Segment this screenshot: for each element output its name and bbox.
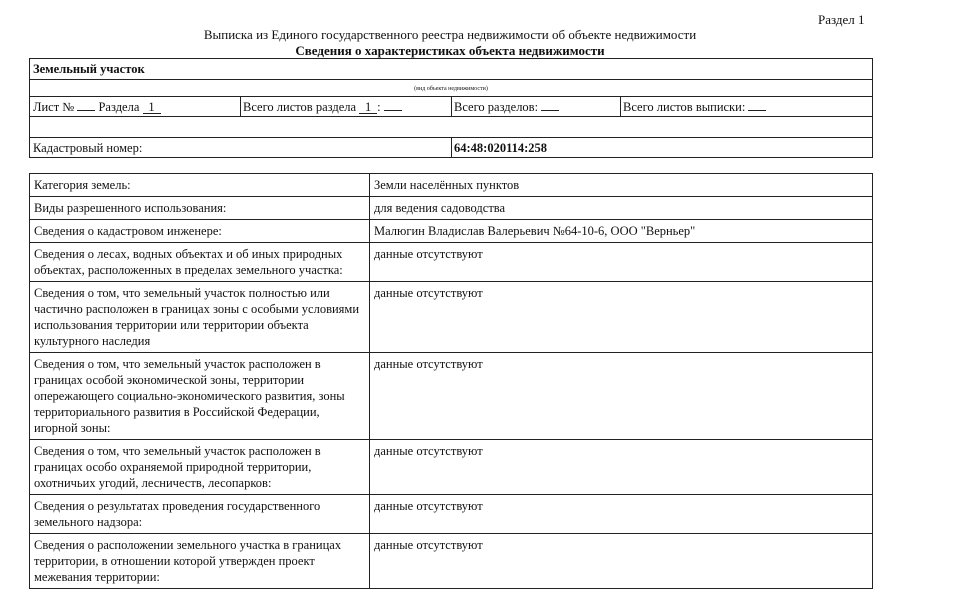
total-sections-blank — [541, 110, 559, 111]
row-label: Сведения о том, что земельный участок расположен в границах особой экономической зоны, территории опережающего социально-экономического развития, зоны территориального развития в Российской Федерации, игорной зоны: — [30, 353, 370, 440]
row-label: Виды разрешенного использования: — [30, 197, 370, 220]
row-value: данные отсутствуют — [370, 282, 873, 353]
row-value: для ведения садоводства — [370, 197, 873, 220]
sheets-in-section-value: 1 — [359, 101, 377, 114]
sheets-in-section-blank — [384, 110, 402, 111]
divider — [240, 96, 241, 116]
table-row — [30, 220, 873, 243]
row-label: Сведения о результатах проведения государственного земельного надзора: — [30, 495, 370, 534]
row-value: данные отсутствуют — [370, 495, 873, 534]
sheet-number-value — [77, 110, 95, 111]
section-number-label: Раздела — [98, 100, 140, 114]
table-row — [30, 534, 873, 589]
table-row — [30, 495, 873, 534]
sheets-in-section-label: Всего листов раздела — [243, 100, 357, 114]
row-label: Категория земель: — [30, 174, 370, 197]
cadastral-number-value: 64:48:020114:258 — [454, 141, 548, 155]
row-label: Сведения о кадастровом инженере: — [30, 220, 370, 243]
table-row — [30, 440, 873, 495]
row-value: данные отсутствуют — [370, 440, 873, 495]
row-value: данные отсутствуют — [370, 534, 873, 589]
object-type-caption: (вид объекта недвижимости) — [414, 86, 488, 92]
table-row — [30, 197, 873, 220]
total-sheets-label: Всего листов выписки: — [623, 100, 746, 114]
total-sheets — [623, 100, 766, 115]
object-type: Земельный участок — [33, 62, 145, 76]
row-value: Земли населённых пунктов — [370, 174, 873, 197]
table-row — [30, 243, 873, 282]
divider — [30, 116, 872, 117]
row-value: данные отсутствуют — [370, 243, 873, 282]
row-label: Сведения о лесах, водных объектах и об иных природных объектах, расположенных в пределах земельного участка: — [30, 243, 370, 282]
table-row — [30, 353, 873, 440]
divider — [30, 79, 872, 80]
properties-table — [29, 173, 873, 589]
object-info-block — [29, 58, 873, 158]
row-value: данные отсутствуют — [370, 353, 873, 440]
sheets-in-section-sep: : — [377, 100, 381, 114]
total-sections-label: Всего разделов: — [454, 100, 539, 114]
row-label: Сведения о том, что земельный участок полностью или частично расположен в границах зоны с особыми условиями использования территории или территории объекта культурного наследия — [30, 282, 370, 353]
document-subtitle: Сведения о характеристиках объекта недвижимости — [295, 43, 605, 58]
divider — [620, 96, 621, 116]
sheets-in-section — [243, 100, 402, 115]
divider — [451, 137, 452, 157]
document-title: Выписка из Единого государственного реестра недвижимости об объекте недвижимости — [203, 27, 697, 42]
row-value: Малюгин Владислав Валерьевич №64-10-6, ООО "Верньер" — [370, 220, 873, 243]
row-label: Сведения о том, что земельный участок расположен в границах особо охраняемой природной территории, охотничьих угодий, лесничеств, лесопарков: — [30, 440, 370, 495]
table-row — [30, 282, 873, 353]
section-number-value: 1 — [143, 101, 161, 114]
cadastral-number-label: Кадастровый номер: — [33, 141, 143, 155]
divider — [451, 137, 872, 138]
row-label: Сведения о расположении земельного участка в границах территории, в отношении которой утвержден проект межевания территории: — [30, 534, 370, 589]
divider — [451, 96, 452, 116]
sheet-number-label: Лист № — [33, 100, 75, 114]
total-sheets-blank — [748, 110, 766, 111]
total-sections — [454, 100, 559, 115]
table-row — [30, 174, 873, 197]
divider — [30, 137, 451, 138]
sheet-number — [33, 100, 161, 115]
section-label: Раздел 1 — [818, 12, 865, 27]
